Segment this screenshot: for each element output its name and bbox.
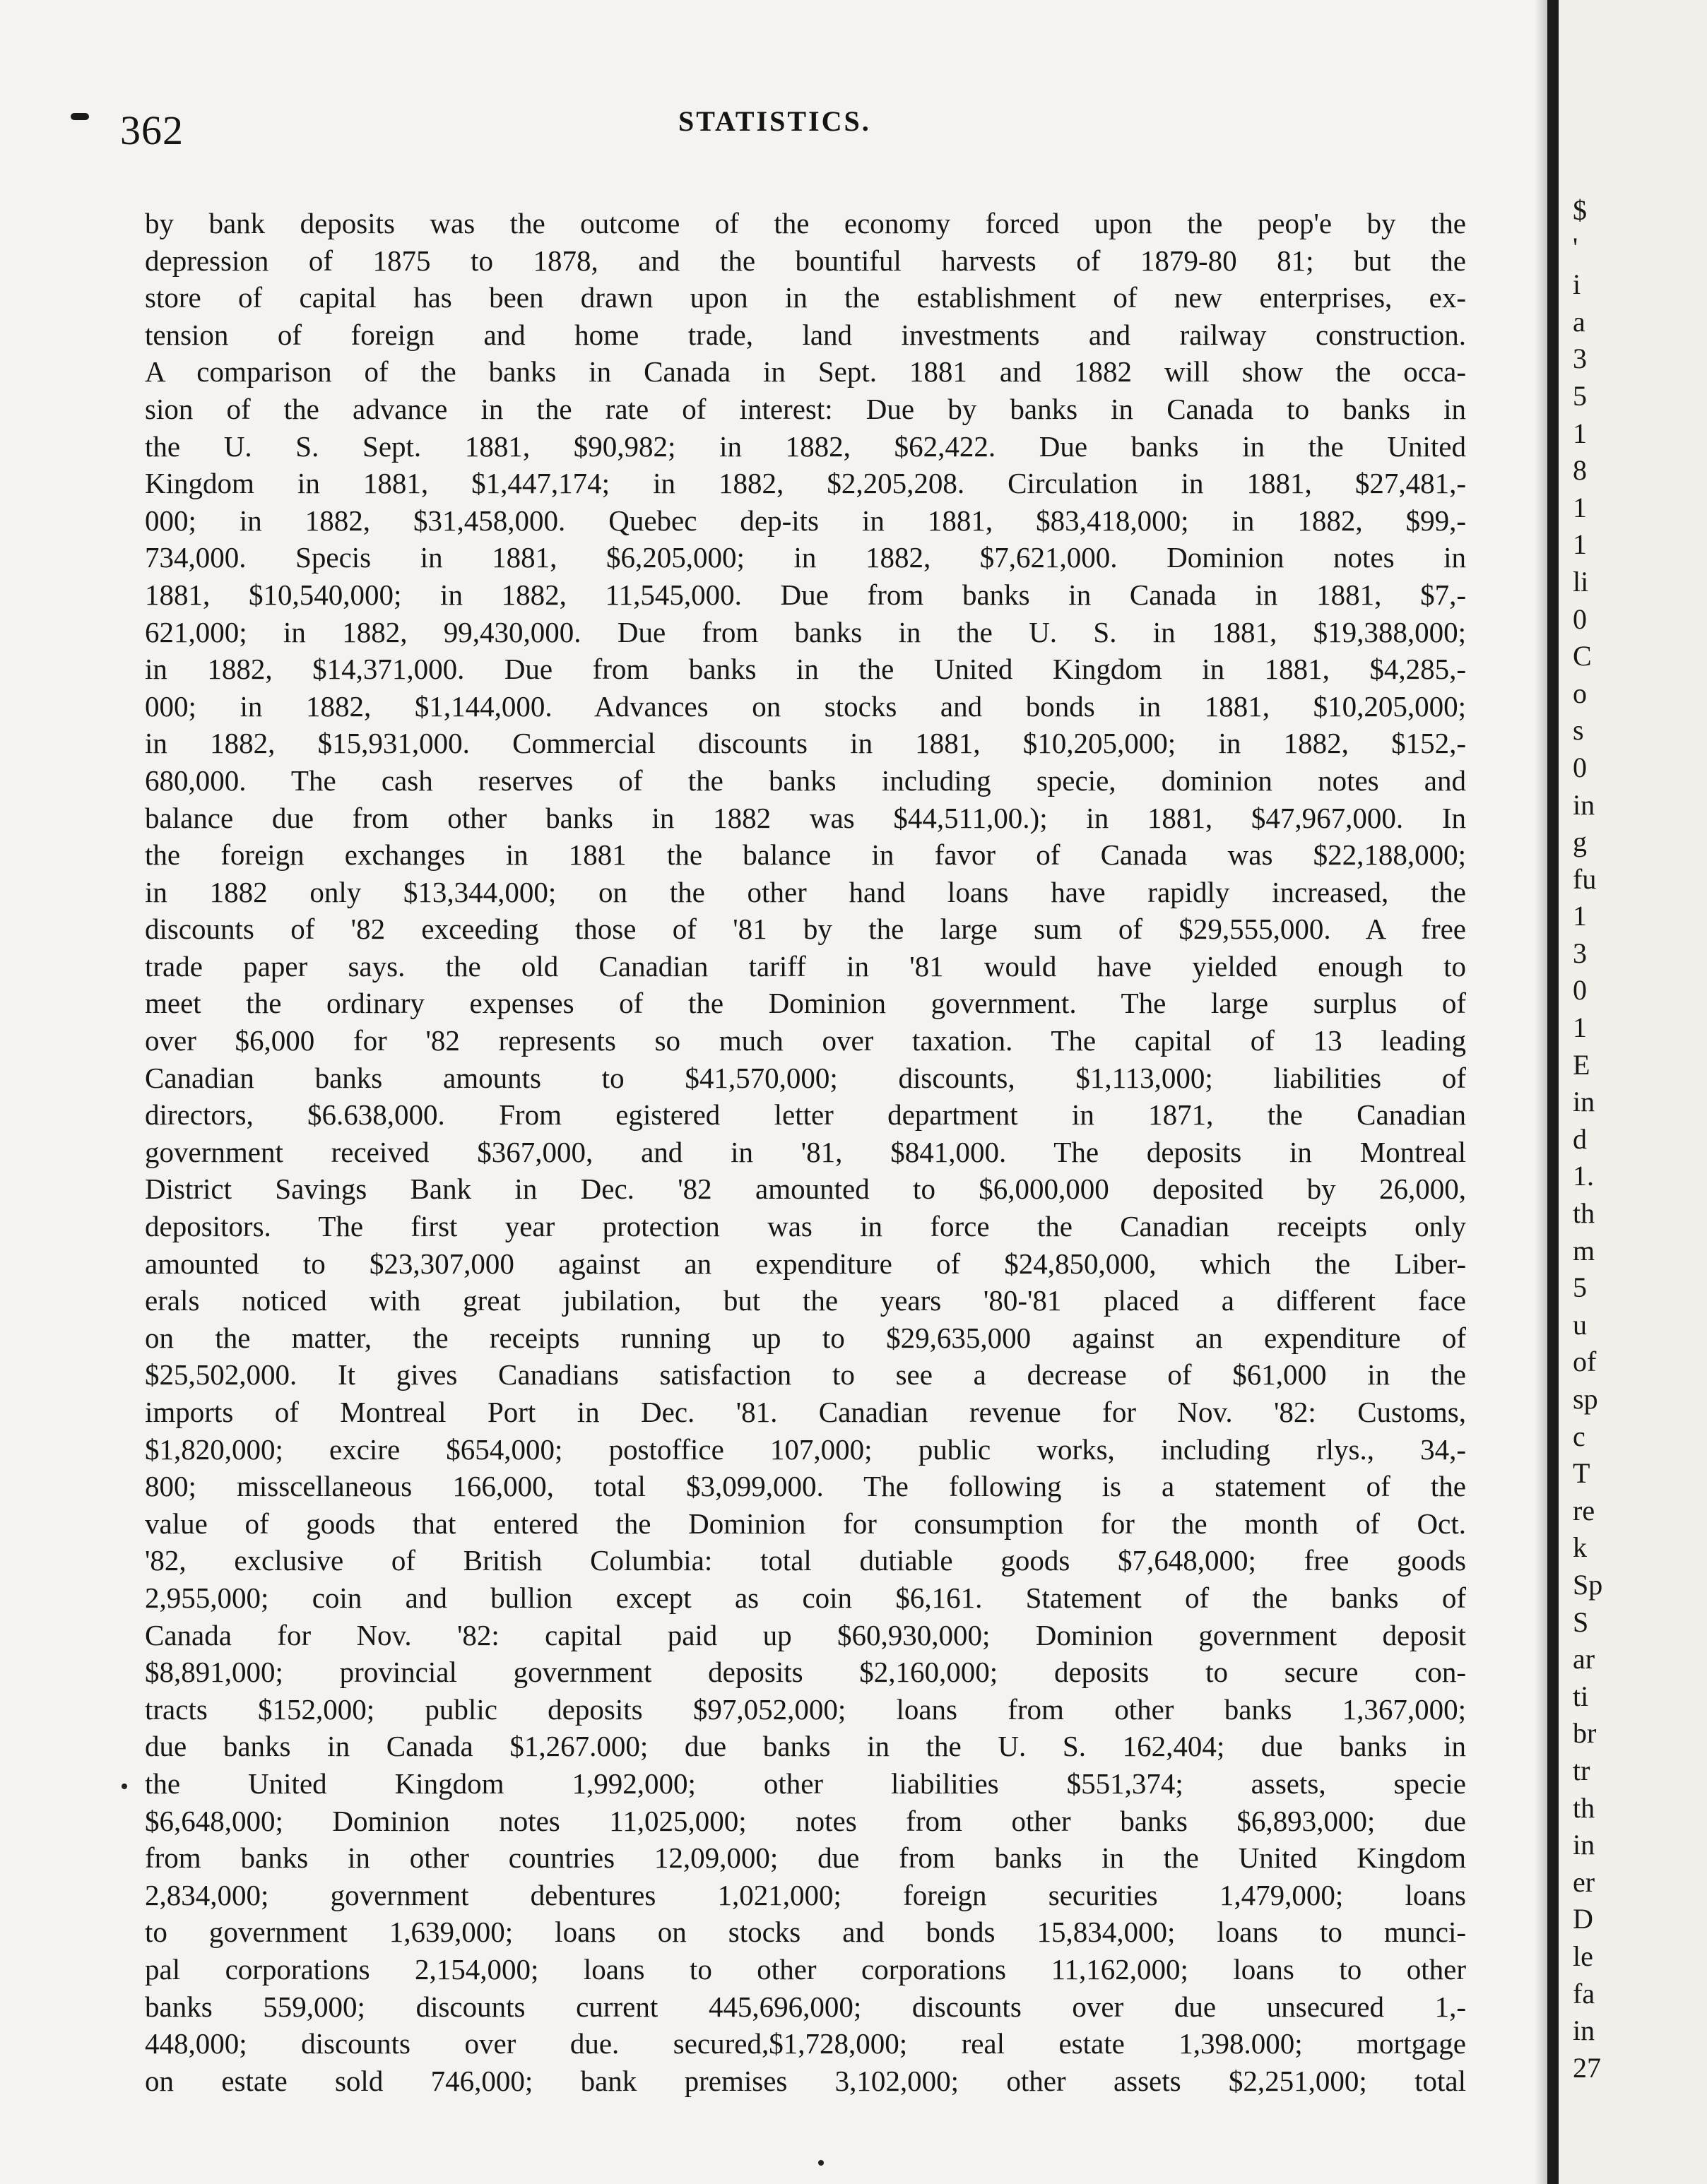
text-line: depositors. The first year protection was in force the Canadian receipts only [145,1210,1466,1243]
text-line: meet the ordinary expenses of the Dominion government. The large surplus of [145,987,1466,1020]
page-number: 362 [120,107,184,153]
text-line: tension of foreign and home trade, land investments and railway construction. [145,318,1466,351]
text-line: 621,000; in 1882, 99,430,000. Due from banks in the U. S. in 1881, $19,388,000; [145,615,1466,648]
text-line: in 1882 only $13,344,000; on the other hand loans have rapidly increased, the [145,875,1466,908]
text-line: to government 1,639,000; loans on stocks and bonds 15,834,000; loans to munci- [145,1916,1466,1949]
text-line: balance due from other banks in 1882 was $44,511,00.); in 1881, $47,967,000. In [145,801,1466,834]
adjacent-fragment: 1 [1573,417,1587,449]
text-line: Canada for Nov. '82: capital paid up $60,930,000; Dominion government deposit [145,1618,1466,1651]
adjacent-fragment: li [1573,565,1589,598]
adjacent-fragment: br [1573,1717,1597,1750]
text-line: the United Kingdom 1,992,000; other liabilities $551,374; assets, specie [145,1767,1466,1800]
text-line: amounted to $23,307,000 against an expenditure of $24,850,000, which the Liber- [145,1247,1466,1280]
adjacent-page-fragments [1573,192,1707,2087]
text-line: from banks in other countries 12,09,000; due from banks in the United Kingdom [145,1841,1466,1875]
adjacent-fragment: fa [1573,1977,1595,2010]
adjacent-fragment: 27 [1573,2051,1601,2084]
text-line: imports of Montreal Port in Dec. '81. Canadian revenue for Nov. '82: Customs, [145,1396,1466,1428]
text-line: $6,648,000; Dominion notes 11,025,000; notes from other banks $6,893,000; due [145,1804,1466,1837]
adjacent-fragment: ar [1573,1643,1595,1675]
adjacent-fragment: 1 [1573,900,1587,932]
text-line: on estate sold 746,000; bank premises 3,102,000; other assets $2,251,000; total [145,2064,1466,2097]
text-line: 680,000. The cash reserves of the banks including specie, dominion notes and [145,764,1466,797]
adjacent-fragment: a [1573,305,1585,338]
text-line: on the matter, the receipts running up to $29,635,000 against an expenditure of [145,1321,1466,1354]
adjacent-fragment: 1 [1573,1011,1587,1044]
text-line: Canadian banks amounts to $41,570,000; discounts, $1,113,000; liabilities of [145,1061,1466,1094]
adjacent-fragment: 0 [1573,974,1587,1007]
adjacent-fragment: ti [1573,1680,1589,1712]
text-line: '82, exclusive of British Columbia: total dutiable goods $7,648,000; free goods [145,1544,1466,1577]
adjacent-fragment: re [1573,1494,1595,1526]
adjacent-fragment: 1 [1573,491,1587,523]
text-line: 2,834,000; government debentures 1,021,000; foreign securities 1,479,000; loans [145,1878,1466,1911]
adjacent-fragment: u [1573,1308,1587,1341]
adjacent-fragment: C [1573,640,1592,672]
ink-speck [122,1784,127,1789]
adjacent-fragment: th [1573,1197,1595,1230]
adjacent-fragment: 3 [1573,343,1587,375]
adjacent-fragment: in [1573,788,1595,821]
text-line: in 1882, $15,931,000. Commercial discounts in 1881, $10,205,000; in 1882, $152,- [145,727,1466,760]
text-line: erals noticed with great jubilation, but the years '80-'81 placed a different face [145,1284,1466,1317]
adjacent-fragment: s [1573,714,1584,747]
text-line: $25,502,000. It gives Canadians satisfaction to see a decrease of $61,000 in the [145,1358,1466,1391]
text-line: tracts $152,000; public deposits $97,052,000; loans from other banks 1,367,000; [145,1692,1466,1726]
text-line: trade paper says. the old Canadian tariff in '81 would have yielded enough to [145,949,1466,983]
body-text [145,205,1466,2099]
text-line: 800; misscellaneous 166,000, total $3,099,000. The following is a statement of the [145,1470,1466,1503]
text-line: by bank deposits was the outcome of the economy forced upon the peop'e by the [145,207,1466,239]
adjacent-fragment: T [1573,1457,1590,1490]
text-line: $1,820,000; excire $654,000; postoffice 107,000; public works, including rlys., 34,- [145,1432,1466,1466]
text-line: value of goods that entered the Dominion for consumption for the month of Oct. [145,1507,1466,1540]
text-line: depression of 1875 to 1878, and the bountiful harvests of 1879-80 81; but the [145,244,1466,277]
adjacent-fragment: o [1573,677,1587,709]
adjacent-fragment: D [1573,1903,1593,1935]
adjacent-fragment: 1. [1573,1160,1594,1192]
text-line: banks 559,000; discounts current 445,696,000; discounts over due unsecured 1,- [145,1990,1466,2023]
ink-mark [71,113,89,120]
adjacent-fragment: in [1573,1086,1595,1118]
adjacent-fragment: S [1573,1606,1589,1638]
adjacent-fragment: 5 [1573,1271,1587,1304]
adjacent-fragment: in [1573,2014,1595,2047]
adjacent-fragment: c [1573,1420,1585,1452]
adjacent-fragment: sp [1573,1383,1598,1415]
ink-speck [818,2160,824,2166]
text-line: over $6,000 for '82 represents so much over taxation. The capital of 13 leading [145,1024,1466,1057]
text-line: District Savings Bank in Dec. '82 amounted to $6,000,000 deposited by 26,000, [145,1173,1466,1206]
adjacent-fragment: tr [1573,1754,1590,1786]
text-line: 1881, $10,540,000; in 1882, 11,545,000. Due from banks in Canada in 1881, $7,- [145,578,1466,611]
adjacent-fragment: i [1573,268,1581,301]
adjacent-fragment: ' [1573,231,1578,263]
adjacent-fragment: of [1573,1346,1597,1378]
text-line: Kingdom in 1881, $1,447,174; in 1882, $2,205,208. Circulation in 1881, $27,481,- [145,467,1466,500]
adjacent-fragment: fu [1573,862,1597,895]
adjacent-fragment: le [1573,1940,1593,1972]
adjacent-fragment: 0 [1573,751,1587,783]
adjacent-fragment: g [1573,826,1587,858]
adjacent-fragment: 3 [1573,937,1587,969]
adjacent-page-edge [1559,0,1707,2184]
book-gutter [1547,0,1559,2184]
text-line: 000; in 1882, $31,458,000. Quebec dep-its in 1881, $83,418,000; in 1882, $99,- [145,504,1466,537]
adjacent-fragment: 0 [1573,603,1587,635]
adjacent-fragment: 8 [1573,454,1587,487]
text-line: pal corporations 2,154,000; loans to other corporations 11,162,000; loans to other [145,1952,1466,1986]
text-line: 734,000. Specis in 1881, $6,205,000; in 1882, $7,621,000. Dominion notes in [145,541,1466,574]
text-line: the U. S. Sept. 1881, $90,982; in 1882, $62,422. Due banks in the United [145,429,1466,463]
gutter-shadow [1535,0,1547,2184]
adjacent-fragment: 5 [1573,379,1587,412]
adjacent-fragment: m [1573,1234,1595,1266]
text-line: A comparison of the banks in Canada in Sept. 1881 and 1882 will show the occa- [145,355,1466,388]
adjacent-fragment: Sp [1573,1568,1603,1601]
adjacent-fragment: $ [1573,194,1587,226]
text-line: store of capital has been drawn upon in the establishment of new enterprises, ex- [145,281,1466,314]
text-line: $8,891,000; provincial government deposits $2,160,000; deposits to secure con- [145,1656,1466,1689]
text-line: 2,955,000; coin and bullion except as coin $6,161. Statement of the banks of [145,1581,1466,1614]
adjacent-fragment: E [1573,1048,1590,1081]
text-line: 448,000; discounts over due. secured,$1,728,000; real estate 1,398.000; mortgage [145,2027,1466,2060]
text-line: due banks in Canada $1,267.000; due banks in the U. S. 162,404; due banks in [145,1730,1466,1763]
text-line: directors, $6.638,000. From egistered letter department in 1871, the Canadian [145,1098,1466,1132]
text-line: in 1882, $14,371,000. Due from banks in the United Kingdom in 1881, $4,285,- [145,653,1466,686]
adjacent-fragment: d [1573,1122,1587,1155]
adjacent-fragment: in [1573,1829,1595,1861]
text-line: government received $367,000, and in '81, $841,000. The deposits in Montreal [145,1135,1466,1168]
running-head: STATISTICS. [678,105,871,137]
text-line: the foreign exchanges in 1881 the balance in favor of Canada was $22,188,000; [145,838,1466,872]
text-line: discounts of '82 exceeding those of '81 by the large sum of $29,555,000. A free [145,913,1466,946]
text-line: 000; in 1882, $1,144,000. Advances on stocks and bonds in 1881, $10,205,000; [145,689,1466,723]
adjacent-fragment: 1 [1573,528,1587,561]
text-line: sion of the advance in the rate of interest: Due by banks in Canada to banks in [145,392,1466,425]
adjacent-fragment: k [1573,1531,1587,1564]
adjacent-fragment: th [1573,1791,1595,1824]
adjacent-fragment: er [1573,1865,1595,1898]
